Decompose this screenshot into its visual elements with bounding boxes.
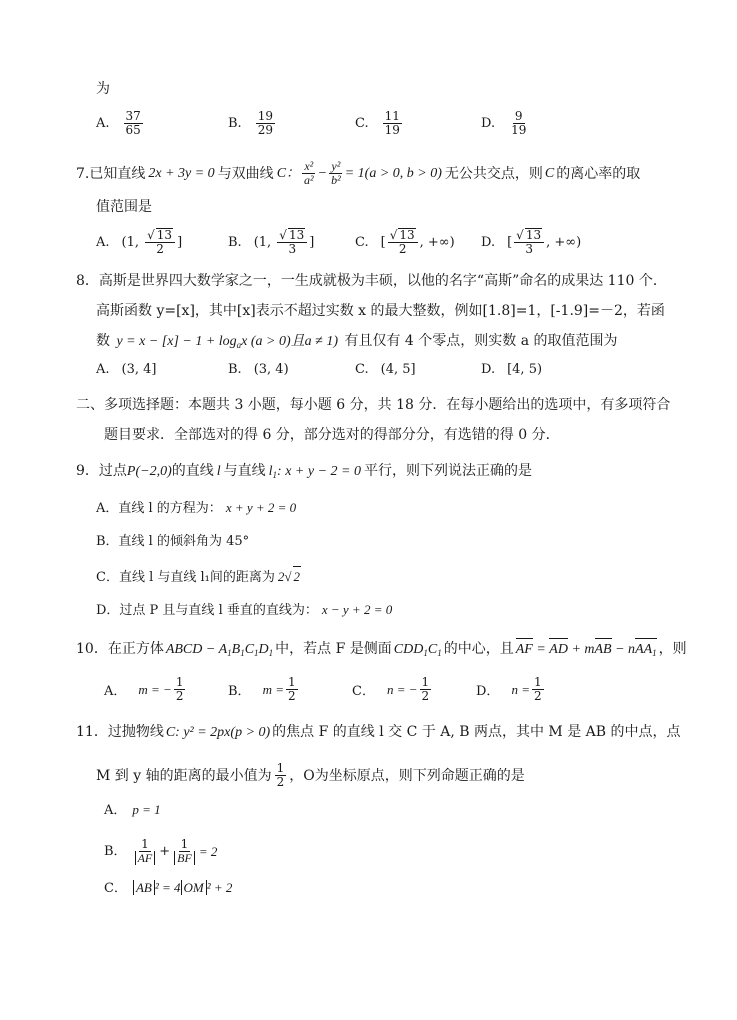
q9-stem: 9．过点P(−2,0)的直线 l 与直线 $l_1$: x + y − 2 = 0 平行，则下列说法正确的是: [76, 463, 532, 480]
q11-option-a: A． p = 1: [104, 802, 161, 818]
q7-option-b: B. (1, $\frac{√ 13}{3}$ ]: [228, 228, 315, 256]
fraction: $\frac{19}{29}$: [257, 109, 273, 137]
q6-tail: 为: [96, 81, 110, 97]
q8-line1: 8．高斯是世界四大数学家之一，一生成就极为丰硕，以他的名字“高斯”命名的成果达 110 个．: [76, 273, 667, 289]
q8-line3: 数 $y = x - [x] - 1 + \log_ax$ (a > 0)且a ≠ 1) 有且仅有 4 个零点，则实数 a 的取值范围为: [96, 333, 618, 350]
hyperbola-equation: C： $\frac{\text{x²}}{\text{a²}}$ − $\frac{\text{y²}}{\text{b²}}$ = 1(a > 0, b > 0): [276, 159, 442, 187]
q9-option-d: D．过点 P 且与直线 l 垂直的直线为： x − y + 2 = 0: [96, 602, 393, 618]
q10-option-c: C． n = − $\frac{1}{2}$: [352, 675, 430, 703]
fraction: $\frac{37}{65}$: [125, 109, 141, 137]
q6-option-d: [481, 110, 530, 137]
line-equation: 2x + 3y = 0: [148, 165, 215, 181]
q7-stem: 7. 已知直线 2x + 3y = 0 与双曲线 C： $\frac{\text{x²}}{\text{a²}}$ − $\frac{\text{y²}}{\text{b²}}$ = 1(a > 0, b > 0) 无公共交点，则 C 的离心率的取: [76, 159, 641, 187]
q8-option-d: D. [4, 5): [481, 362, 543, 377]
q11-option-c: C． AB ² = 4 OM ² + 2: [104, 880, 233, 896]
section2-heading: 二、多项选择题：本题共 3 小题，每小题 6 分，共 18 分．在每小题给出的选项中，有多项符合: [76, 397, 671, 413]
q7-option-a: A. (1, $\frac{√ 13}{2}$ ]: [96, 228, 183, 256]
fraction: $\frac{9}{19}$: [511, 109, 527, 137]
option-label: B.: [228, 116, 242, 131]
q11-line2: M 到 y 轴的距离的最小值为 $\frac{1}{2}$ ，O为坐标原点，则下列命题正确的是: [96, 761, 525, 789]
option-label: D.: [481, 116, 496, 131]
q10-option-a: A． m = − $\frac{1}{2}$: [104, 675, 184, 703]
q10-stem: 10．在正方体 ABCD − $A_1B_1C_1D_1$ 中，若点 F 是侧面 $CDD_1C_1$ 的中心，且 AF = AD + mAB − nAA$_1$ ，则: [76, 638, 687, 663]
q7-option-d: D. [ $\frac{√ 13}{3}$ , +∞): [481, 228, 582, 256]
q9-option-a: A．直线 l 的方程为： x + y + 2 = 0: [96, 500, 297, 516]
q6-option-c: [355, 110, 404, 137]
q6-option-b: [228, 110, 277, 137]
q10-option-b: B． m = $\frac{1}{2}$: [228, 675, 296, 703]
q10-option-d: D． n = $\frac{1}{2}$: [476, 675, 542, 703]
q8-option-a: A. (3, 4]: [96, 362, 157, 377]
q7-option-c: C. [ $\frac{√ 13}{2}$ , +∞): [355, 228, 455, 256]
q9-option-b: B．直线 l 的倾斜角为 45°: [96, 534, 250, 549]
q8-line2: 高斯函数 y=[x]，其中[x]表示不超过实数 x 的最大整数，例如[1.8]=1，[-1.9]=－2，若函: [96, 303, 665, 319]
q9-option-c: C．直线 l 与直线 l₁间的距离为 2√ 2: [96, 566, 301, 588]
option-label: C.: [355, 116, 369, 131]
q11-option-b: B． $\frac{1}{AF}$ + $\frac{1}{BF}$ = 2: [104, 837, 218, 865]
q7-line2: 值范围是: [96, 199, 152, 215]
q8-option-c: C. (4, 5]: [355, 362, 416, 377]
q6-option-a: [96, 110, 145, 137]
q11-stem: 11．过抛物线 C: y² = 2px(p > 0) 的焦点 F 的直线 l 交 C 于 A, B 两点，其中 M 是 AB 的中点，点: [76, 724, 681, 740]
option-label: A.: [96, 116, 110, 131]
q8-option-b: B. (3, 4): [228, 362, 289, 377]
function-expression: $y = x - [x] - 1 + \log_ax$ (a > 0)且a ≠ 1): [116, 334, 339, 350]
fraction: $\frac{11}{19}$: [384, 109, 400, 137]
section2-instructions: 题目要求．全部选对的得 6 分，部分选对的得部分分，有选错的得 0 分．: [104, 427, 560, 443]
